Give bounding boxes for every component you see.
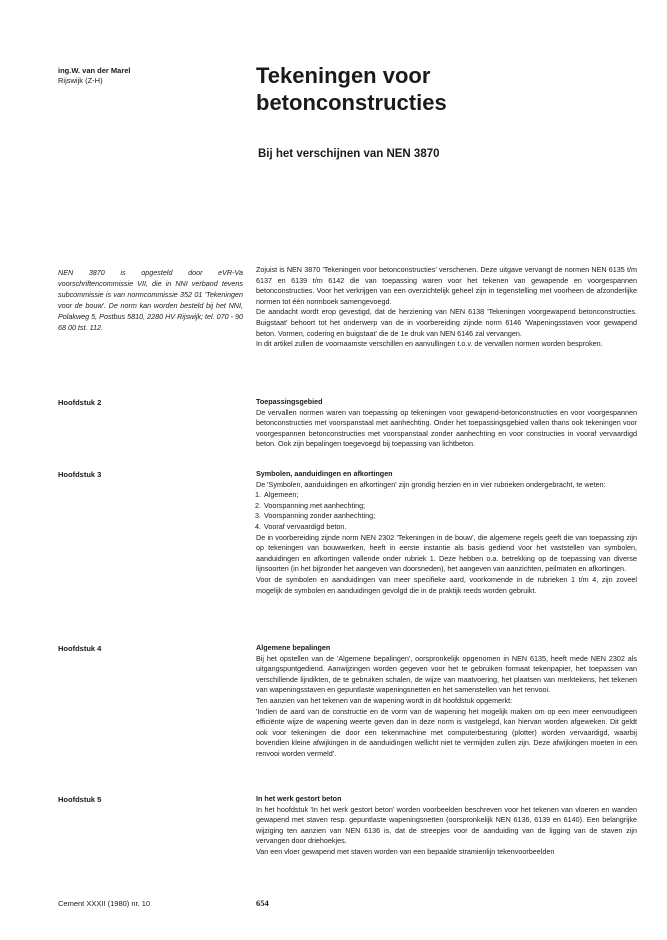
author-name: ing.W. van der Marel [58,66,131,75]
rubrieken-list [256,490,637,532]
chapter-label: Hoofdstuk 2 [58,398,102,407]
chapter-label: Hoofdstuk 5 [58,795,102,804]
list-text: Vooraf vervaardigd beton. [264,521,347,531]
list-number: 1. [255,490,261,500]
journal-footer: Cement XXXII (1980) nr. 10 [58,899,151,908]
list-item [256,490,637,501]
list-item [256,501,637,512]
section-in-het-werk-gestort [256,794,637,858]
section-paragraph: De vervallen normen waren van toepassing op tekeningen voor gewapend-betonconstructies en voor voorgespannen betonconstructies met voorspanstaal met aanhechting. Onder het toepassingsgebied vallen thans ook tekeningen voor voorgespannen betonconstructies met voorspanstaal zonder aanhechting en voor constructies in vooraf vervaardigd beton. Ook zijn bepalingen toegevoegd bij toepassing van lichtbeton. [256,407,637,449]
section-heading: Toepassingsgebied [256,397,323,406]
list-text: Algemeen; [264,490,299,500]
page-number: 654 [256,898,269,908]
list-number: 2. [255,500,261,510]
article-title [256,62,447,116]
section-intro: De 'Symbolen, aanduidingen en afkortingen' zijn grondig herzien en in vier rubrieken ondergebracht, te weten: [256,479,606,489]
section-algemene-bepalingen [256,643,637,760]
title-line-2: betonconstructies [256,90,447,115]
section-toepassingsgebied [256,397,637,450]
chapter-label: Hoofdstuk 4 [58,644,102,653]
intro-paragraph: Zojuist is NEN 3870 'Tekeningen voor betonconstructies' verschenen. Deze uitgave vervangt de normen NEN 6135 t/m 6137 en 6139 t/m 6142 die van toepassing waren voor het tekenen van gewapende en voorgespannen betonconstructies. Voor het verkrijgen van een overzichtelijk geheel zijn in tegenstelling met voorheen de afzonderlijke normen tot één normboek samengevoegd. [256,265,637,306]
side-note: NEN 3870 is opgesteld door eVR-Va voorschriftencommissie VII, die in NNI verband tevens subcommissie is van normcommissie 352 01 'Tekeningen voor de bouw'. De norm kan worden besteld bij het NNI, Polakweg 5, Postbus 5810, 2280 HV Rijswijk; tel. 070 - 90 68 00 tst. 112. [58,268,243,332]
article-subtitle: Bij het verschijnen van NEN 3870 [258,148,440,160]
list-item [256,522,637,533]
chapter-label: Hoofdstuk 3 [58,470,102,479]
section-paragraph: Ten aanzien van het tekenen van de wapening wordt in dit hoofdstuk opgemerkt: [256,695,513,705]
list-text: Voorspanning met aanhechting; [264,500,366,510]
author-place: Rijswijk (Z-H) [58,75,103,85]
section-heading: Symbolen, aanduidingen en afkortingen [256,469,393,478]
intro-block [256,265,637,350]
author-block [58,66,131,85]
list-item [256,511,637,522]
section-paragraph: 'Indien de aard van de constructie en de vorm van de wapening het mogelijk maken om op een meer eenvoudigeen efficiënte wijze de wapening weerte geven dan in deze norm is vastgelegd, kan hiervan worden afgeweken. Dit geldt ook voor tekeningen die door een tekenmachine met computerbesturing (plotter) worden vervaardigd, waarbij bovendien kleine afwijkingen in de aanduidingen wellicht niet te vermijden zullen zijn. Deze afwijkingen moeten in een renvooi worden vermeld'. [256,706,637,758]
section-heading: In het werk gestort beton [256,794,342,803]
section-paragraph: De in voorbereiding zijnde norm NEN 2302 'Tekeningen in de bouw', die algemene regels geeft die van toepassing zijn op tekeningen van bouwwerken, heeft in eerste instantie als basis gediend voor het vaststellen van symbolen, aanduidingen en afkortingen vallende onder rubriek 1. Deze hebben o.a. betrekking op de toepassing van diverse lijnsoorten (in het bijzonder het aangeven van doorsneden), het aangeven van aanzichten, peilmaten en afkortingen. [256,532,637,574]
list-text: Voorspanning zonder aanhechting; [264,511,376,521]
intro-paragraph: De aandacht wordt erop gevestigd, dat de herziening van NEN 6138 'Tekeningen voorgewapend betonconstructies. Buigstaat' behoort tot het onderwerp van de in voorbereiding zijnde norm 6146 'Wapeningsstaven voor gewapend beton. Vormen, codering en buigstaat' die de 1e druk van NEN 6146 zal vervangen. [256,307,637,338]
intro-paragraph: In dit artikel zullen de voornaamste verschillen en aanvullingen t.o.v. de vervallen normen worden besproken. [256,339,603,349]
section-paragraph: Voor de symbolen en aanduidingen van meer specifieke aard, voorkomende in de rubrieken 1 t/m 4, zijn zoveel mogelijk de symbolen en aanduidingen gevolgd die in de praktijk reeds worden gebruikt. [256,574,637,595]
list-number: 3. [255,511,261,521]
section-paragraph: Van een vloer gewapend met staven worden van een bepaalde stramienlijn tekenvoorbeelden [256,846,555,856]
section-symbolen [256,469,637,596]
section-heading: Algemene bepalingen [256,643,331,652]
section-paragraph: Bij het opstellen van de 'Algemene bepalingen', oorspronkelijk opgenomen in NEN 6135, heeft mede NEN 2302 als uitgangspuntgediend. Aanwijzingen worden gegeven voor het te gebruiken formaat tekenpapier, het toepassen van verschillende lijndikten, de te gebruiken schalen, de wijze van maatvoering, het plaatsen van merktekens, het tekenen van wapeningsstaven en gepuntlaste wapeningsnetten en het samenstellen van het renvooi. [256,653,637,695]
list-number: 4. [255,521,261,531]
section-paragraph: In het hoofdstuk 'In het werk gestort beton' worden voorbeelden beschreven voor het tekenen van vloeren en wanden gewapend met staven resp. gepuntlaste wapeningsnetten (oorspronkelijk NEN 6136, 6139 en 6140). Een belangrijke wijziging ten aanzien van NEN 6136 is, dat de streepjes voor de aanduiding van de ligging van de staven zijn vervangen door driehoekjes. [256,804,637,846]
title-line-1: Tekeningen voor [256,63,431,88]
